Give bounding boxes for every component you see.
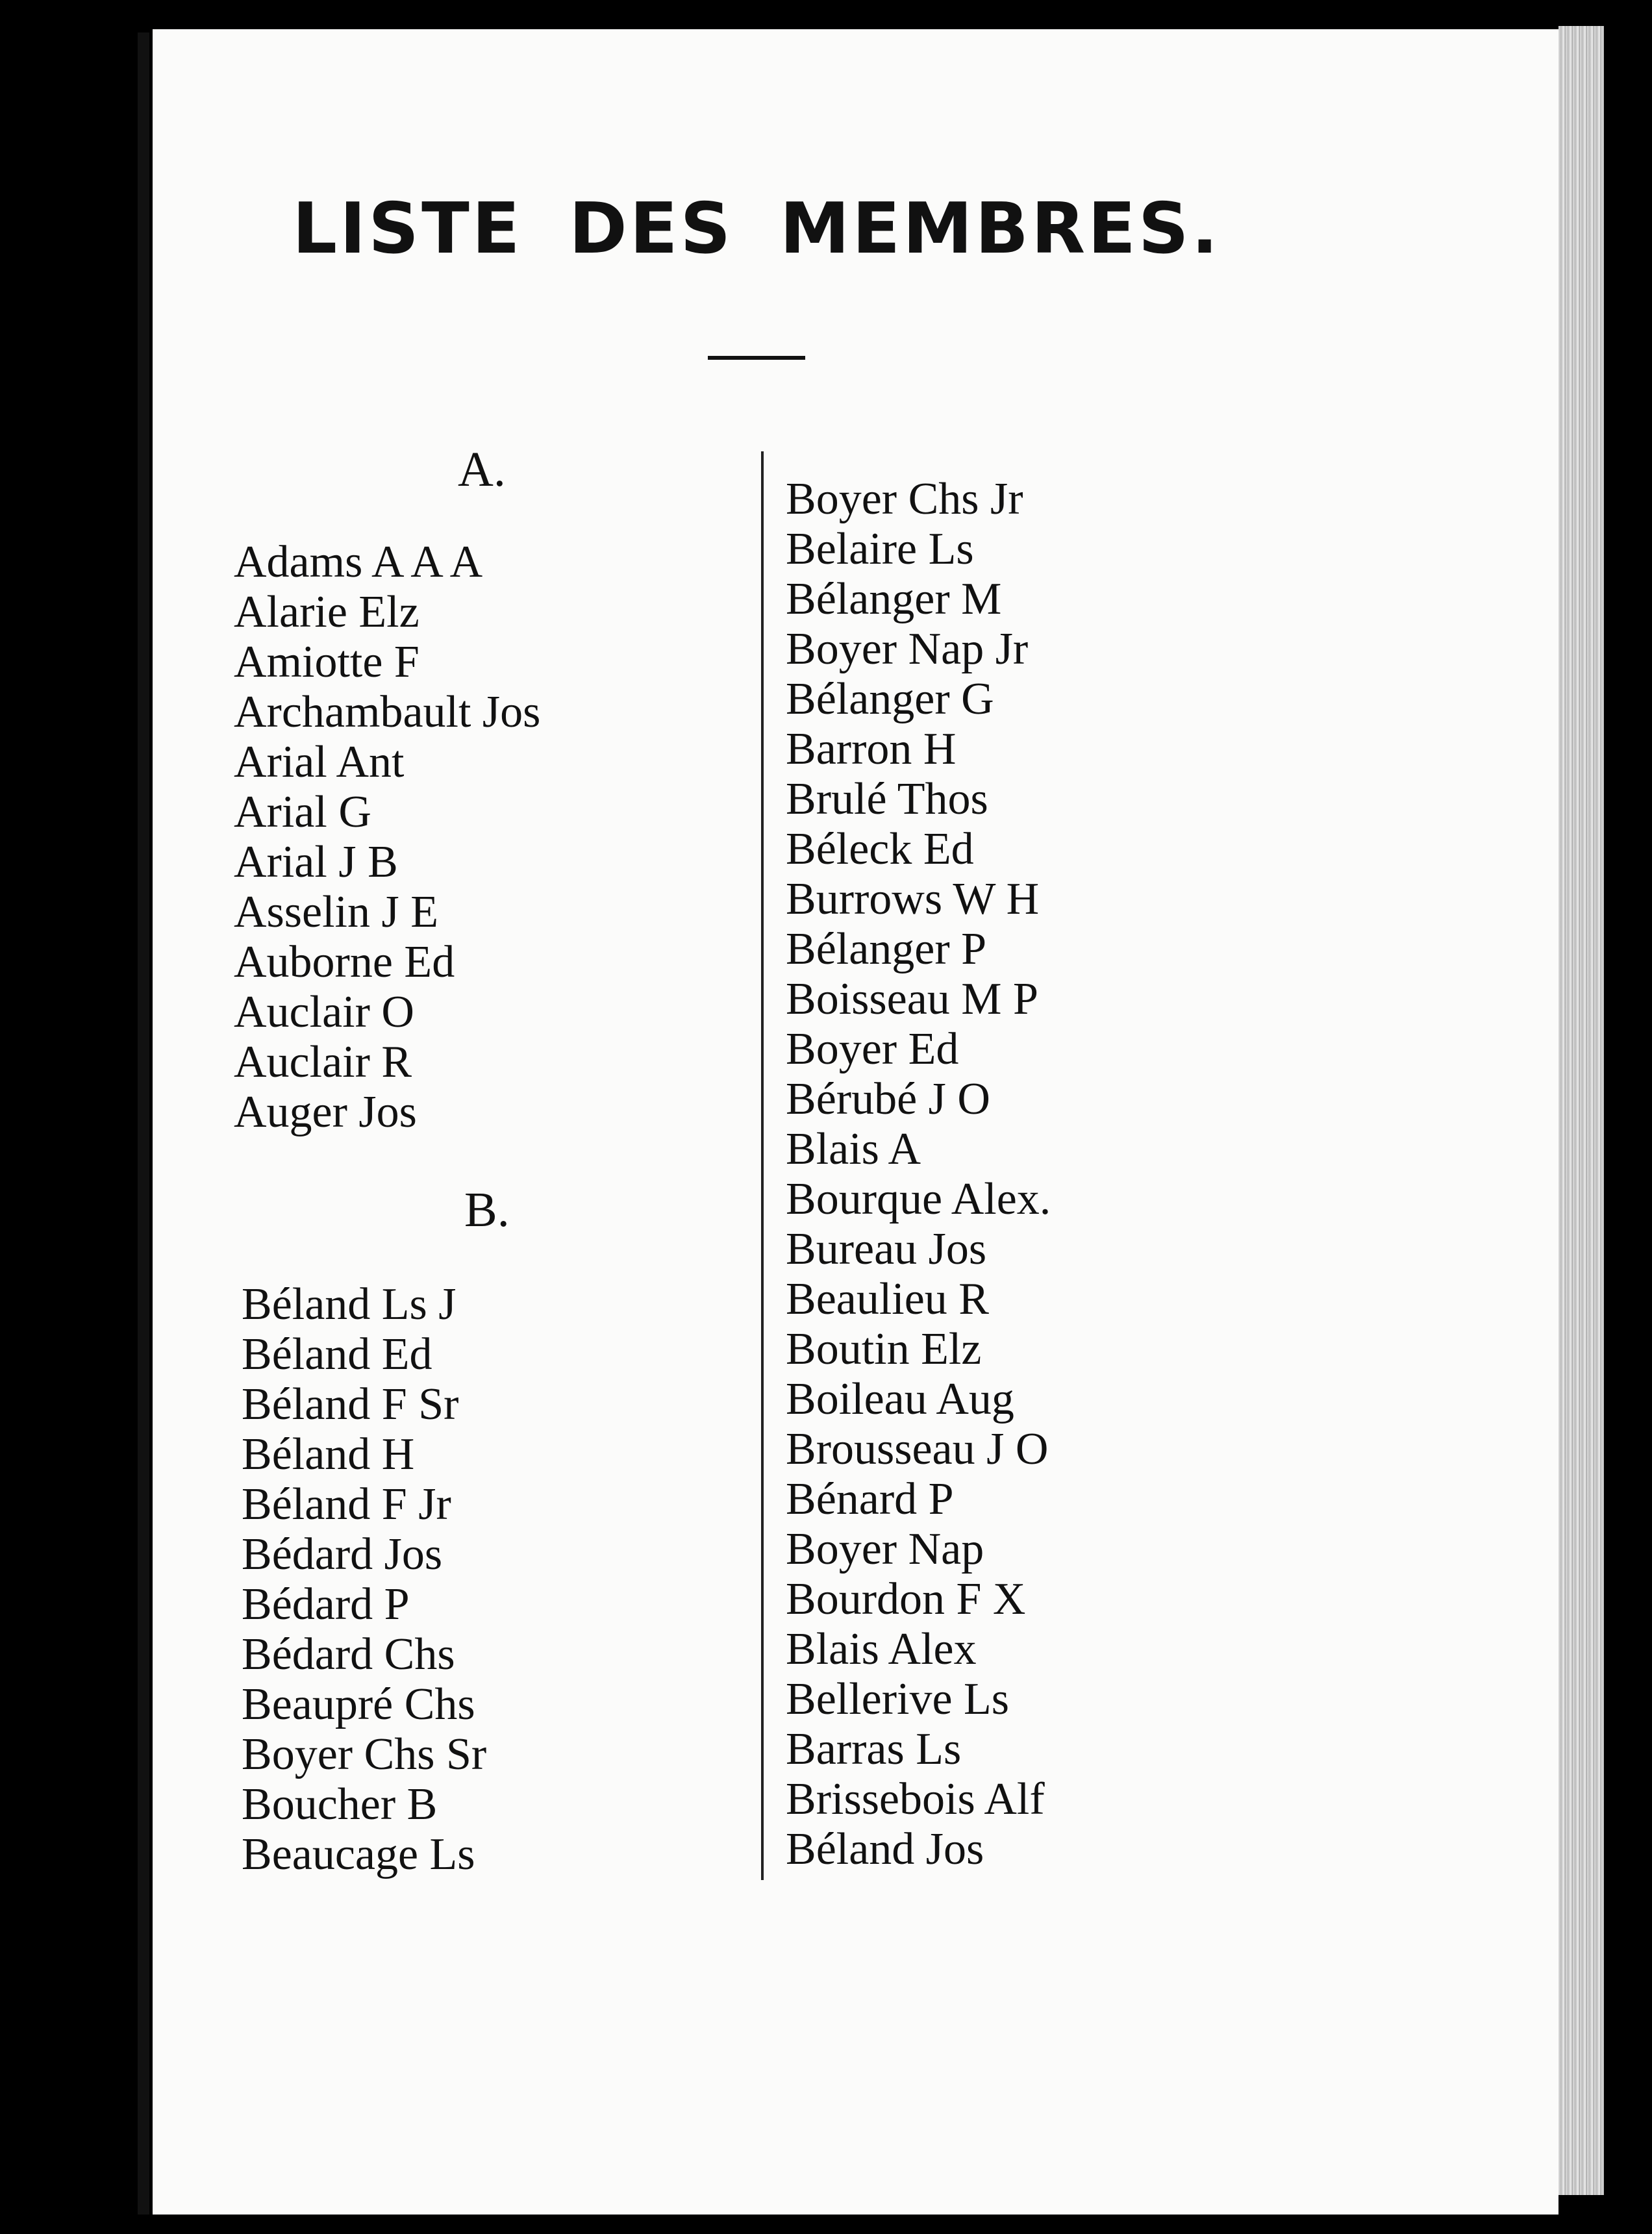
member-name: Alarie Elz <box>234 587 419 637</box>
member-name: Bénard P <box>786 1474 954 1524</box>
member-name: Bélanger P <box>786 924 987 974</box>
member-name: Auclair O <box>234 987 414 1037</box>
member-name: Blais A <box>786 1124 921 1174</box>
page-edges <box>1558 26 1604 2195</box>
section-letter-b: B. <box>464 1183 510 1237</box>
member-name: Archambault Jos <box>234 687 541 737</box>
member-name: Boucher B <box>242 1779 438 1829</box>
member-name: Barras Ls <box>786 1724 962 1774</box>
member-name: Béland F Sr <box>242 1379 459 1429</box>
member-name: Belaire Ls <box>786 524 974 574</box>
member-name: Bourdon F X <box>786 1574 1026 1624</box>
member-list-right <box>786 474 1051 1874</box>
member-list-b <box>242 1279 486 1879</box>
member-name: Bellerive Ls <box>786 1674 1010 1724</box>
member-name: Arial J B <box>234 837 398 887</box>
member-name: Beaucage Ls <box>242 1829 475 1879</box>
column-divider <box>761 451 764 1880</box>
member-name: Beaupré Chs <box>242 1679 475 1729</box>
member-name: Bérubé J O <box>786 1074 990 1124</box>
member-name: Béland Ls J <box>242 1279 457 1329</box>
member-name: Beaulieu R <box>786 1274 989 1324</box>
title-divider <box>708 356 805 360</box>
member-name: Bourque Alex. <box>786 1174 1051 1224</box>
member-name: Barron H <box>786 724 957 774</box>
member-name: Béland Ed <box>242 1329 432 1379</box>
member-name: Auclair R <box>234 1037 412 1087</box>
member-list-a <box>234 537 540 1137</box>
member-name: Bureau Jos <box>786 1224 987 1274</box>
member-name: Amiotte F <box>234 637 419 687</box>
member-name: Bélanger G <box>786 674 994 724</box>
member-name: Brissebois Alf <box>786 1774 1045 1824</box>
member-name: Boyer Chs Jr <box>786 474 1023 524</box>
member-name: Bédard Jos <box>242 1529 443 1579</box>
member-name: Boutin Elz <box>786 1324 982 1374</box>
member-name: Brulé Thos <box>786 774 988 824</box>
member-name: Blais Alex <box>786 1624 977 1674</box>
member-name: Béland F Jr <box>242 1479 451 1529</box>
member-name: Boyer Chs Sr <box>242 1729 487 1779</box>
member-name: Auger Jos <box>234 1087 417 1137</box>
member-name: Béleck Ed <box>786 824 974 874</box>
section-letter-a: A. <box>458 442 506 497</box>
member-name: Adams A A A <box>234 537 483 587</box>
member-name: Boyer Ed <box>786 1024 959 1074</box>
member-name: Boisseau M P <box>786 974 1038 1024</box>
member-name: Arial G <box>234 787 371 837</box>
page-title: LISTE DES MEMBRES. <box>292 188 1221 270</box>
member-name: Arial Ant <box>234 737 405 787</box>
member-name: Boyer Nap <box>786 1524 984 1574</box>
member-name: Boileau Aug <box>786 1374 1014 1424</box>
member-name: Brousseau J O <box>786 1424 1049 1474</box>
member-name: Burrows W H <box>786 874 1040 924</box>
member-name: Béland Jos <box>786 1824 984 1874</box>
member-name: Bédard Chs <box>242 1629 455 1679</box>
member-name: Bédard P <box>242 1579 410 1629</box>
member-name: Béland H <box>242 1429 415 1479</box>
member-name: Auborne Ed <box>234 937 455 987</box>
member-name: Boyer Nap Jr <box>786 624 1029 674</box>
book-spine <box>138 32 149 2215</box>
member-name: Bélanger M <box>786 574 1002 624</box>
member-name: Asselin J E <box>234 887 438 937</box>
